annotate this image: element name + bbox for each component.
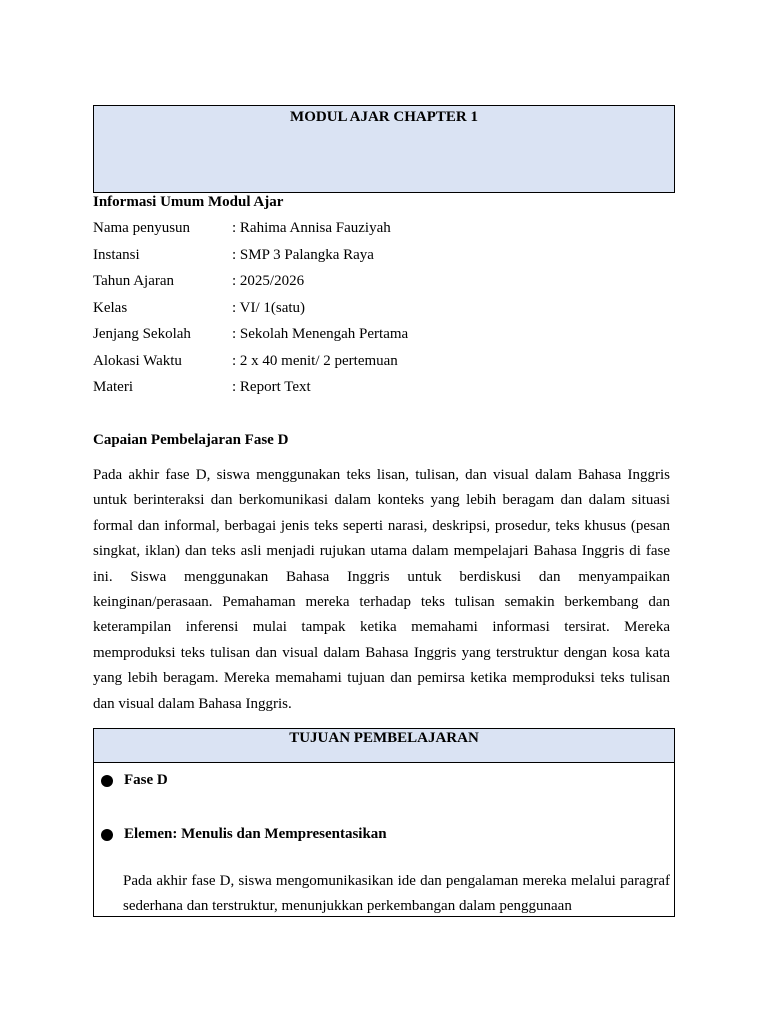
module-title: MODUL AJAR CHAPTER 1 <box>290 109 478 125</box>
info-value: : 2 x 40 menit/ 2 pertemuan <box>232 352 398 369</box>
info-label: Nama penyusun <box>93 220 191 236</box>
tujuan-paragraph: Pada akhir fase D, siswa mengomunikasikan ide dan pengalaman mereka melalui paragraf sederhana dan terstruktur, menunjukkan perkembangan dalam penggunaan <box>123 873 670 915</box>
info-row <box>93 325 408 352</box>
info-row <box>93 378 408 405</box>
info-value: : SMP 3 Palangka Raya <box>232 246 374 263</box>
tujuan-heading: TUJUAN PEMBELAJARAN <box>94 729 674 763</box>
bullet-label: Elemen: Menulis dan Mempresentasikan <box>124 826 387 842</box>
info-label: Jenjang Sekolah <box>93 326 191 342</box>
capaian-heading: Capaian Pembelajaran Fase D <box>93 432 289 448</box>
capaian-paragraph: Pada akhir fase D, siswa menggunakan teks lisan, tulisan, dan visual dalam Bahasa Inggris untuk berinteraksi dan berkomunikasi dalam konteks yang lebih beragam dan dalam situasi formal dan informal, berbagai jenis teks seperti narasi, deskripsi, prosedur, teks khusus (pesan singkat, iklan) dan teks asli menjadi rujukan utama dalam mempelajari Bahasa Inggris di fase ini. Siswa menggunakan Bahasa Inggris untuk berdiskusi dan menyampaikan keinginan/perasaan. Pemahaman mereka terhadap teks tulisan semakin berkembang dan keterampilan inferensi mulai tampak ketika memahami informasi tersirat. Mereka memproduksi teks tulisan dan visual dalam Bahasa Inggris yang terstruktur dengan kosa kata yang lebih beragam. Mereka memahami tujuan dan pemirsa ketika memproduksi teks tulisan dan visual dalam Bahasa Inggris. <box>93 467 670 712</box>
info-row <box>93 272 408 299</box>
info-value: : VI/ 1(satu) <box>232 299 306 316</box>
info-label: Kelas <box>93 299 128 316</box>
bullet-fase <box>101 772 168 789</box>
info-label: Alokasi Waktu <box>93 352 182 369</box>
info-table <box>93 219 408 405</box>
info-row <box>93 219 408 246</box>
info-value: : Rahima Annisa Fauziyah <box>232 220 391 236</box>
bullet-dot-icon <box>101 829 113 841</box>
info-row <box>93 246 408 273</box>
info-label: Instansi <box>93 246 140 263</box>
bullet-label: Fase D <box>124 772 168 788</box>
bullet-dot-icon <box>101 775 113 787</box>
info-value: : Sekolah Menengah Pertama <box>232 326 409 342</box>
info-row <box>93 352 408 379</box>
info-label: Tahun Ajaran <box>93 273 175 289</box>
info-label: Materi <box>93 379 133 395</box>
bullet-elemen <box>101 826 387 843</box>
tujuan-box <box>93 728 675 917</box>
info-row <box>93 299 408 326</box>
info-value: : 2025/2026 <box>232 273 305 289</box>
info-heading: Informasi Umum Modul Ajar <box>93 194 284 210</box>
info-value: : Report Text <box>232 379 311 395</box>
module-title-box <box>93 105 675 193</box>
